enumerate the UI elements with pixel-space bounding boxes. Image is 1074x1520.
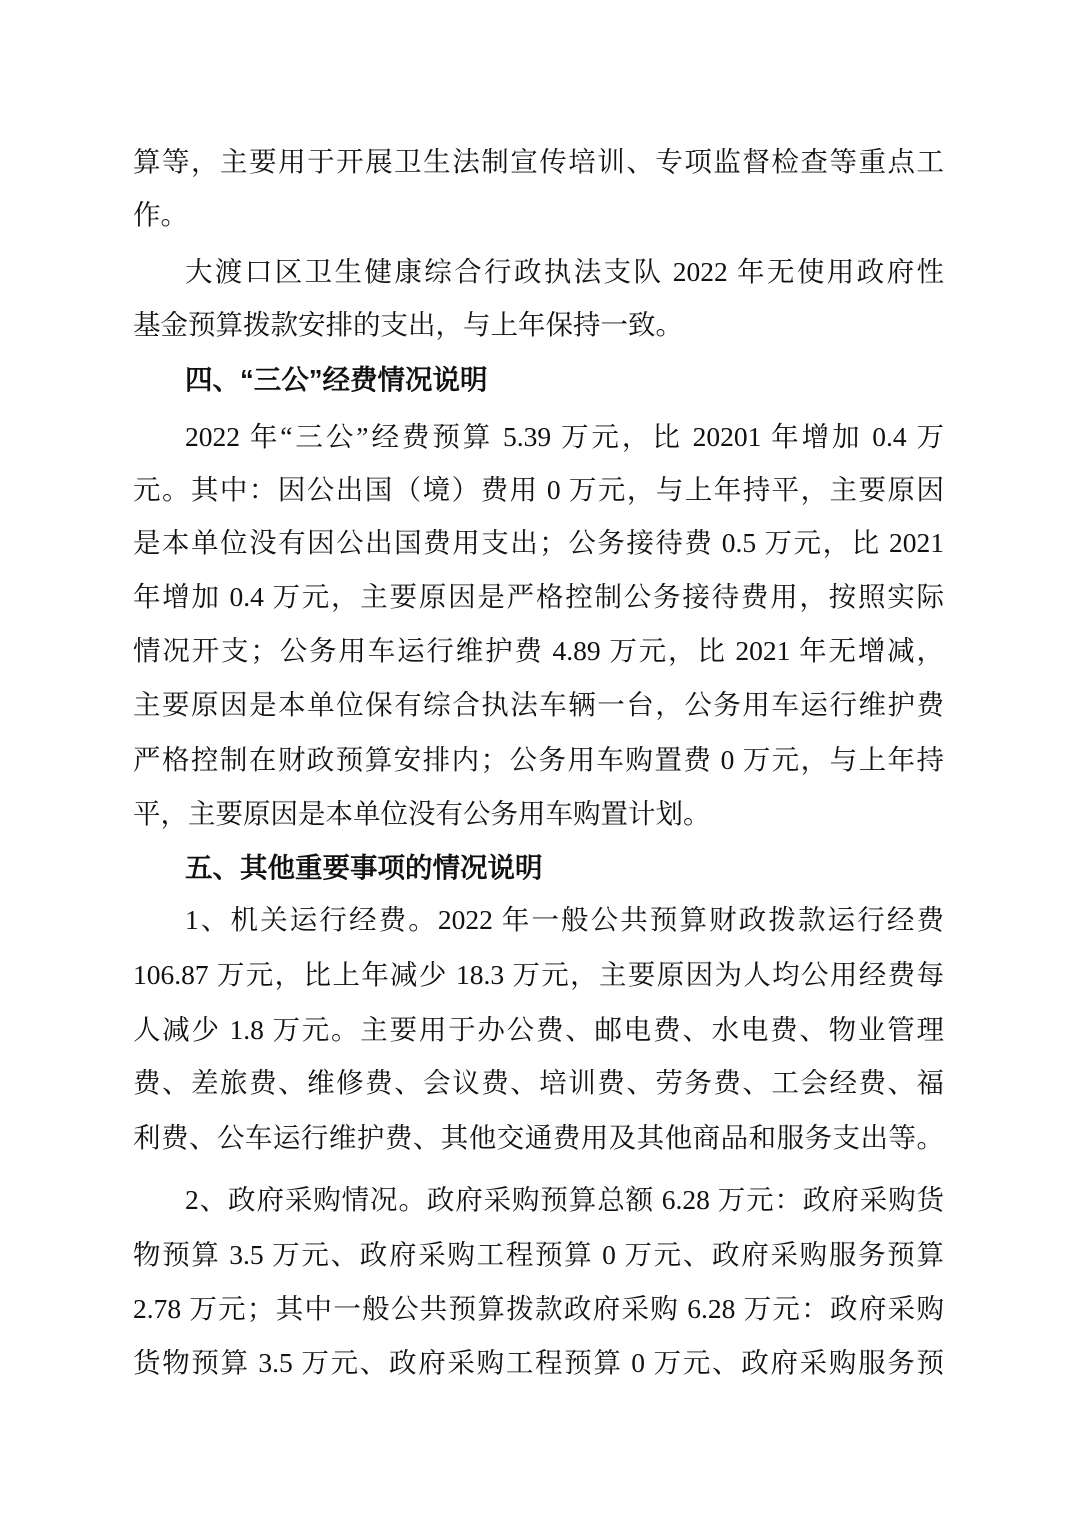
body-line: 元。其中：因公出国（境）费用 0 万元，与上年持平，主要原因 xyxy=(133,474,944,505)
section-heading: 四、“三公”经费情况说明 xyxy=(185,364,488,395)
body-line: 费、差旅费、维修费、会议费、培训费、劳务费、工会经费、福 xyxy=(133,1067,944,1098)
section-heading: 五、其他重要事项的情况说明 xyxy=(185,852,543,883)
body-line: 2.78 万元；其中一般公共预算拨款政府采购 6.28 万元：政府采购 xyxy=(133,1293,944,1324)
body-line: 主要原因是本单位保有综合执法车辆一台，公务用车运行维护费 xyxy=(133,689,944,720)
body-line: 情况开支；公务用车运行维护费 4.89 万元，比 2021 年无增减， xyxy=(133,635,944,666)
body-line: 平，主要原因是本单位没有公务用车购置计划。 xyxy=(133,798,711,829)
body-line: 基金预算拨款安排的支出，与上年保持一致。 xyxy=(133,309,683,340)
body-line: 严格控制在财政预算安排内；公务用车购置费 0 万元，与上年持 xyxy=(133,744,944,775)
body-line: 是本单位没有因公出国费用支出；公务接待费 0.5 万元，比 2021 xyxy=(133,527,944,558)
body-line: 物预算 3.5 万元、政府采购工程预算 0 万元、政府采购服务预算 xyxy=(133,1239,944,1270)
body-line: 利费、公车运行维护费、其他交通费用及其他商品和服务支出等。 xyxy=(133,1122,944,1153)
body-line: 大渡口区卫生健康综合行政执法支队 2022 年无使用政府性 xyxy=(185,256,944,287)
body-line: 年增加 0.4 万元，主要原因是严格控制公务接待费用，按照实际 xyxy=(133,581,944,612)
body-line: 货物预算 3.5 万元、政府采购工程预算 0 万元、政府采购服务预 xyxy=(133,1347,944,1378)
body-line: 2、政府采购情况。政府采购预算总额 6.28 万元：政府采购货 xyxy=(185,1184,944,1215)
body-line: 作。 xyxy=(133,199,188,230)
body-line: 106.87 万元，比上年减少 18.3 万元，主要原因为人均公用经费每 xyxy=(133,959,944,990)
body-line: 人减少 1.8 万元。主要用于办公费、邮电费、水电费、物业管理 xyxy=(133,1014,944,1045)
body-line: 1、机关运行经费。2022 年一般公共预算财政拨款运行经费 xyxy=(185,904,944,935)
body-line: 2022 年“三公”经费预算 5.39 万元，比 20201 年增加 0.4 万 xyxy=(185,421,944,452)
body-line: 算等，主要用于开展卫生法制宣传培训、专项监督检查等重点工 xyxy=(133,146,944,177)
